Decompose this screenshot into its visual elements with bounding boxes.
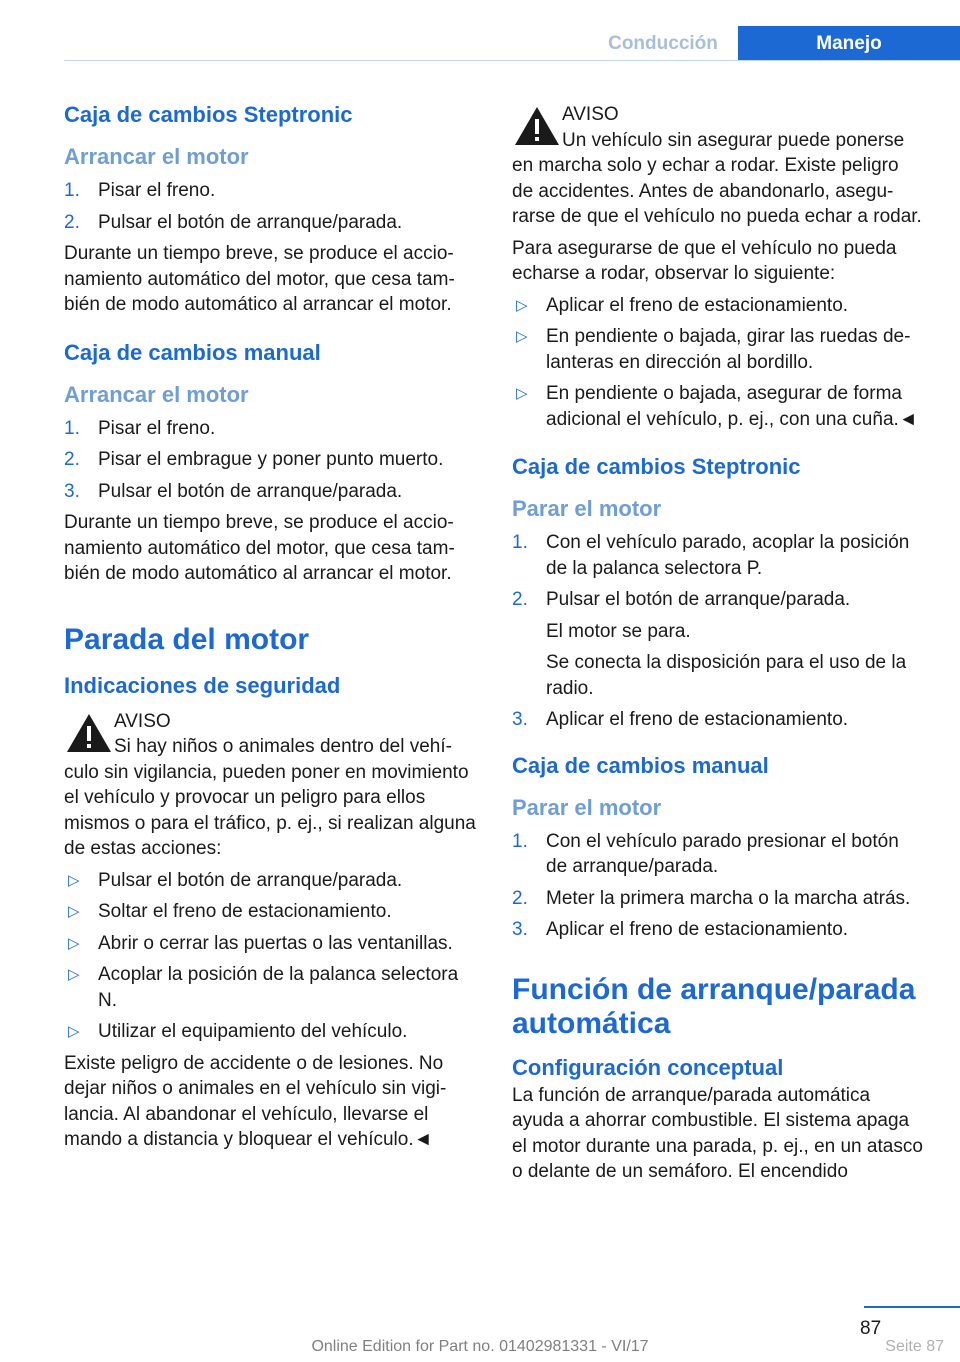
step-number: 1.: [64, 180, 80, 201]
list-item: [512, 587, 924, 701]
subsection-heading: Arrancar el motor: [64, 381, 249, 407]
section-heading: Caja de cambios manual: [512, 752, 769, 778]
step-subtext: El motor se para.: [546, 620, 691, 642]
right-column: [512, 102, 924, 1185]
steps-list: [512, 829, 924, 943]
list-item: [512, 917, 924, 943]
triangle-bullet-icon: ▷: [68, 966, 80, 983]
step-text: Aplicar el freno de estacionamiento.: [546, 709, 849, 730]
warning-icon: [512, 104, 562, 148]
step-text: Pisar el embrague y poner punto muerto.: [98, 449, 444, 470]
step-number: 2.: [512, 887, 528, 909]
steps-list: [64, 178, 476, 235]
bullet-text: En pendiente o bajada, girar las ruedas delanteras en dirección al bordillo.: [546, 326, 911, 373]
list-item: [64, 899, 476, 925]
bullet-text: Soltar el freno de estacionamiento.: [98, 901, 392, 922]
bullet-text: Acoplar la posición de la palanca selectora N.: [98, 964, 459, 1011]
warning-icon: [64, 711, 114, 755]
section-heading: Indicaciones de seguridad: [64, 672, 341, 698]
list-item: [64, 479, 476, 505]
header-divider: [64, 60, 960, 61]
step-number: 2.: [64, 211, 80, 233]
list-item: [512, 829, 924, 880]
triangle-bullet-icon: ▷: [68, 1023, 80, 1040]
section-heading: Caja de cambios Steptronic: [64, 102, 353, 127]
subsection-heading: Parar el motor: [512, 496, 662, 521]
step-text: Pulsar el botón de arranque/parada.: [98, 211, 403, 233]
triangle-bullet-icon: ▷: [516, 296, 528, 314]
step-text: Aplicar el freno de estacionamiento.: [546, 919, 849, 940]
warning-title: AVISO: [562, 104, 619, 125]
paragraph: Para asegurarse de que el vehículo no pueda echarse a rodar, observar lo siguiente:: [512, 237, 897, 284]
tab-manejo[interactable]: Manejo: [738, 26, 960, 61]
step-text: Pulsar el botón de arranque/parada.: [546, 589, 851, 610]
step-number: 2.: [512, 589, 528, 610]
footer-rule: [864, 1306, 960, 1308]
warning-title: AVISO: [114, 710, 171, 732]
list-item: [512, 324, 924, 375]
section-heading: Configuración conceptual: [512, 1054, 784, 1080]
step-number: 2.: [64, 449, 80, 470]
list-item: [512, 530, 924, 581]
paragraph: La función de arranque/parada automática ayuda a ahorrar combustible. El sistema apaga el motor durante una parada, p. ej., en un atasco o delante de un semáforo. El encendido: [512, 1084, 923, 1182]
step-text: Meter la primera marcha o la marcha atrás.: [546, 887, 911, 909]
chapter-heading: Función de arranque/parada automática: [512, 972, 916, 1040]
triangle-bullet-icon: ▷: [68, 903, 80, 920]
warning-list: [512, 293, 924, 433]
step-text: Con el vehículo parado, acoplar la posición de la palanca selectora P.: [546, 532, 910, 579]
list-item: [64, 1019, 476, 1045]
list-item: [512, 381, 924, 432]
bullet-text: Aplicar el freno de estacionamiento.: [546, 294, 849, 316]
edition-note: Online Edition for Part no. 01402981331 - VI/17: [311, 1338, 649, 1355]
step-number: 3.: [512, 709, 528, 730]
step-text: Pulsar el botón de arranque/parada.: [98, 480, 403, 502]
list-item: [64, 416, 476, 442]
tab-conduccion[interactable]: Conducción: [608, 33, 718, 54]
step-number: 1.: [64, 417, 80, 439]
list-item: [64, 868, 476, 894]
paragraph: Durante un tiempo breve, se produce el accionamiento automático del motor, que cesa también de modo automático al arrancar el motor.: [64, 512, 455, 584]
paragraph: Durante un tiempo breve, se produce el accionamiento automático del motor, que cesa también de modo automático al arrancar el motor.: [64, 243, 455, 315]
triangle-bullet-icon: ▷: [516, 385, 528, 402]
warning-box: [512, 102, 924, 230]
bullet-text: Utilizar el equipamiento del vehículo.: [98, 1021, 408, 1042]
section-heading: Caja de cambios manual: [64, 339, 321, 365]
list-item: [64, 931, 476, 957]
step-number: 3.: [64, 480, 80, 502]
warning-box: [64, 709, 476, 862]
paragraph: Existe peligro de accidente o de lesiones. No dejar niños o animales en el vehículo sin vigilancia. Al abandonar el vehículo, llevarse el mando a distancia y bloquear el vehículo.◄: [64, 1052, 447, 1150]
step-text: Pisar el freno.: [98, 180, 216, 201]
list-item: [64, 447, 476, 473]
steps-list: [64, 416, 476, 505]
subsection-heading: Parar el motor: [512, 794, 662, 820]
steps-list: [512, 530, 924, 733]
section-heading: Caja de cambios Steptronic: [512, 454, 801, 479]
chapter-heading: Parada del motor: [64, 622, 310, 656]
list-item: [512, 707, 924, 733]
triangle-bullet-icon: ▷: [68, 871, 80, 889]
bullet-text: Abrir o cerrar las puertas o las ventanillas.: [98, 932, 453, 954]
bullet-text: En pendiente o bajada, asegurar de forma adicional el vehículo, p. ej., con una cuña.◄: [546, 383, 918, 430]
list-item: [64, 178, 476, 204]
warning-text: Un vehículo sin asegurar puede ponerse en marcha solo y echar a rodar. Existe peligro de accidentes. Antes de abandonarlo, asegurarse de que el vehículo no pueda echar a rodar.: [512, 129, 922, 227]
list-item: [512, 886, 924, 912]
step-number: 1.: [512, 532, 528, 553]
step-text: Con el vehículo parado presionar el botón de arranque/parada.: [546, 830, 899, 877]
subsection-heading: Arrancar el motor: [64, 144, 249, 169]
warning-text: Si hay niños o animales dentro del vehículo sin vigilancia, pueden poner en movimiento el vehículo y provocar un peligro para ellos mismos o para el tráfico, p. ej., si realizan alguna de estas acciones:: [64, 736, 476, 859]
watermark: Seite 87: [885, 1338, 944, 1355]
step-subtext: Se conecta la disposición para el uso de la radio.: [546, 652, 907, 699]
step-number: 3.: [512, 919, 528, 940]
list-item: [64, 962, 476, 1013]
list-item: [512, 293, 924, 319]
step-number: 1.: [512, 830, 528, 852]
left-column: [64, 100, 476, 1153]
triangle-bullet-icon: ▷: [68, 934, 80, 952]
warning-list: [64, 868, 476, 1045]
page-number: 87: [860, 1318, 882, 1339]
step-text: Pisar el freno.: [98, 417, 216, 439]
bullet-text: Pulsar el botón de arranque/parada.: [98, 869, 403, 891]
triangle-bullet-icon: ▷: [516, 328, 528, 345]
list-item: [64, 210, 476, 236]
